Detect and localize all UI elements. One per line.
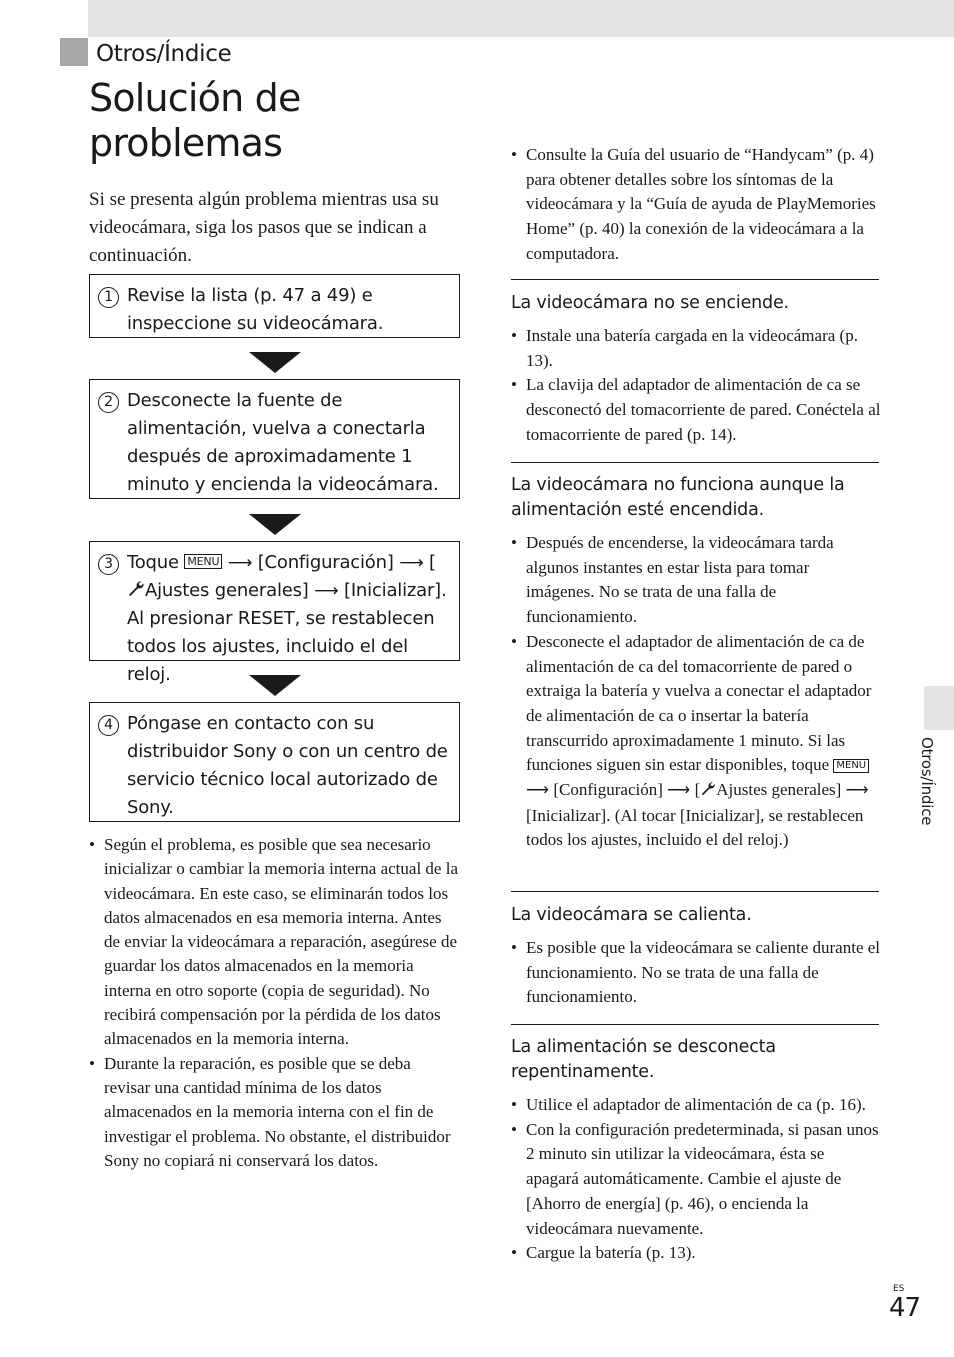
list-item: • Con la configuración predeterminada, si pasan unos 2 minuto sin utilizar la videocámara, ésta se apagará automáticamente. Cambie el ajuste de [Ahorro de energía] (p. 46), o encienda la videocámara nuevamente. [511,1118,881,1242]
section-title: Otros/Índice [96,41,232,67]
intro-text: Si se presenta algún problema mientras usa su videocámara, siga los pasos que se indican a continuación. [89,189,439,266]
special-text: Desconecte el adaptador de alimentación de ca de alimentación de ca del tomacorriente de pared o extraiga la batería y vuelva a conectar el adaptador de alimentación de ca o insertar la batería transcurrido aproximadamente 1 minuto. Si las funciones siguen sin estar disponibles, toque [526,631,872,775]
step-3-general: Ajustes generales] [145,580,309,601]
list-item: • Después de encenderse, la videocámara tarda algunos instantes en estar lista para tomar imágenes. No se trata de una falla de funcionamiento. [511,531,881,630]
list-item: • Desconecte el adaptador de alimentación de ca de alimentación de ca del tomacorriente de pared o extraiga la batería y vuelva a conectar el adaptador de alimentación de ca o insertar la batería transcurrido aproximadamente 1 minuto. Si las funciones siguen sin estar disponibles, toque MENU ⟶ [Configuración] ⟶ [ Ajustes generales] ⟶ [Inicializar]. (Al tocar [Inicializar], se restablecen todos los ajustes, incluido el del reloj.) [511,630,881,853]
list-item: • Utilice el adaptador de alimentación de ca (p. 16). [511,1093,881,1118]
right-arrow-icon: ⟶ [526,782,550,800]
right-arrow-icon: ⟶ [227,553,253,573]
page-number: 47 [889,1293,921,1323]
list-item: • Instale una batería cargada en la videocámara (p. 13). [511,324,881,373]
list-item: • Consulte la Guía del usuario de “Handycam” (p. 4) para obtener detalles sobre los síntomas de la videocámara y la “Guía de ayuda de PlayMemories Home” (p. 40) la conexión de la videocámara a la computadora. [511,143,881,267]
right-arrow-icon: ⟶ [399,553,424,573]
divider [511,279,879,280]
list-item: • Durante la reparación, es posible que se deba revisar una cantidad mínima de los datos almacenados en la memoria interna con el fin de investigar el problema. No obstante, el distribuidor Sony no copiará ni conservará los datos. [89,1052,459,1173]
special-rest: (Al tocar [Inicializar], se restablecen todos los ajustes, incluido el del reloj.) [526,805,864,850]
section-list [511,936,881,1010]
side-section-label: Otros/Índice [918,737,936,826]
list-item: • Según el problema, es posible que sea necesario inicializar o cambiar la memoria interna actual de la videocámara. En este caso, se eliminarán todos los datos almacenados en esa memoria interna. Antes de enviar la videocámara a reparación, asegúrese de guardar los datos almacenados en la memoria interna en otro soporte (copia de seguridad). No recibirá compensación por la pérdida de los datos almacenados en la memoria interna. [89,833,459,1052]
header-bar [88,0,954,37]
step-1-text: Revise la lista (p. 47 a 49) e inspeccione su videocámara. [127,285,384,334]
divider [511,462,879,463]
section-marker [60,38,88,66]
wrench-icon [127,580,145,598]
step-3-pre: Toque [127,552,179,573]
special-config: [Configuración] [553,780,663,800]
step-3-init: [Inicializar]. [344,580,447,601]
left-notes [89,833,459,1173]
section-heading: La videocámara no se enciende. [511,293,789,313]
section-list [511,1093,881,1266]
page-title [89,76,301,166]
section-heading: La alimentación se desconecta repentinamente. [511,1037,776,1082]
section-list [511,324,881,448]
step-1-box [89,274,460,338]
right-arrow-icon: ⟶ [667,782,691,800]
title-line-2: problemas [89,121,283,165]
right-intro-list [511,143,881,267]
right-arrow-icon: ⟶ [314,581,339,601]
divider [511,891,879,892]
down-triangle-icon [249,352,301,373]
down-triangle-icon [249,514,301,535]
section-list [511,531,881,853]
step-number-1: 1 [98,287,119,308]
step-number-4: 4 [98,715,119,736]
step-number-2: 2 [98,392,119,413]
step-4-text: Póngase en contacto con su distribuidor Sony o con un centro de servicio técnico local autorizado de Sony. [127,713,448,818]
step-2-box [89,379,460,499]
step-3-rest: Al presionar RESET, se restablecen todos los ajustes, incluido el del reloj. [127,608,435,685]
list-item: • La clavija del adaptador de alimentación de ca se desconectó del tomacorriente de pared. Conéctela al tomacorriente de pared (p. 14). [511,373,881,447]
section-heading: La videocámara se calienta. [511,905,752,925]
menu-key-icon: MENU [184,554,222,569]
side-tab [924,686,954,730]
special-init: [Inicializar]. [526,805,611,825]
step-number-3: 3 [98,554,119,575]
section-heading: La videocámara no funciona aunque la alimentación esté encendida. [511,475,845,520]
special-general: Ajustes generales] [716,780,842,800]
language-code: ES [893,1284,905,1294]
step-3-config: [Configuración] [257,552,394,573]
right-arrow-icon: ⟶ [845,782,869,800]
step-3-box: 3 Toque MENU ⟶ [Configuración] ⟶ [Ajustes generales] ⟶ [Inicializar]. Al presionar RESET, se restablecen todos los ajustes, incluido el del reloj. [89,541,460,661]
wrench-icon [700,781,716,797]
list-item: • Es posible que la videocámara se caliente durante el funcionamiento. No se trata de una falla de funcionamiento. [511,936,881,1010]
step-2-text: Desconecte la fuente de alimentación, vuelva a conectarla después de aproximadamente 1 minuto y encienda la videocámara. [127,390,439,495]
down-triangle-icon [249,675,301,696]
menu-key-icon: MENU [833,759,869,773]
list-item: • Cargue la batería (p. 13). [511,1241,881,1266]
title-line-1: Solución de [89,76,301,120]
step-4-box [89,702,460,822]
divider [511,1024,879,1025]
